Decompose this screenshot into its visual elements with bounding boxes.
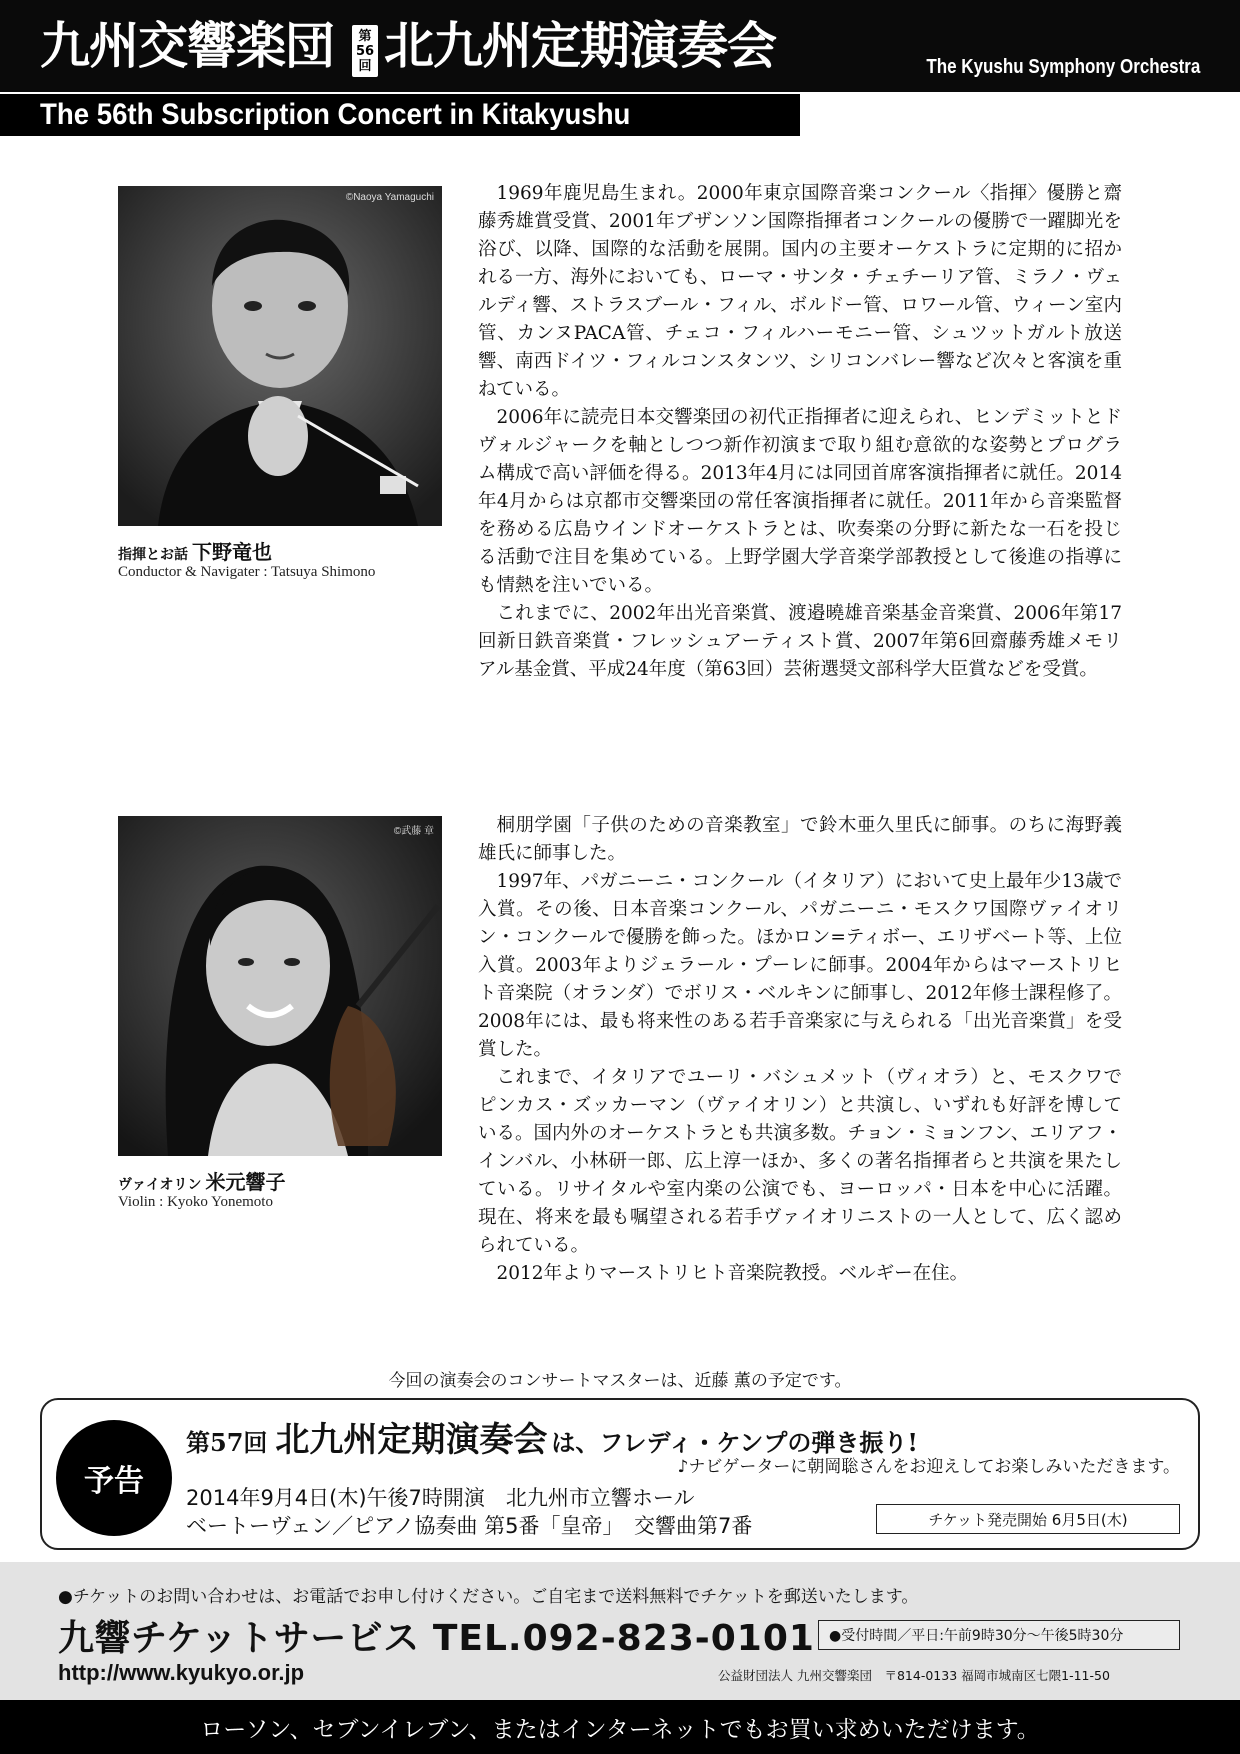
edition-badge-number: 56 <box>355 43 375 59</box>
violinist-bio-paragraph: 桐朋学園「子供のための音楽教室」で鈴木亜久里氏に師事。のちに海野義雄氏に師事した。 <box>478 815 1122 864</box>
preview-date-venue: 2014年9月4日(木)午後7時開演 北九州市立響ホール <box>186 1486 695 1510</box>
ticket-sale-date: チケット発売開始 6月5日(木) <box>876 1504 1180 1534</box>
orchestra-name-jp: 九州交響楽団 <box>40 17 334 75</box>
store-availability-note: ローソン、セブンイレブン、またはインターネットでもお買い求めいただけます。 <box>200 1716 1040 1743</box>
website-link[interactable]: http://www.kyukyo.or.jp <box>58 1660 305 1685</box>
conductor-photo <box>118 186 442 526</box>
reception-hours: ●受付時間／平日:午前9時30分～午後5時30分 <box>818 1620 1180 1650</box>
organization-address: 公益財団法人 九州交響楽団 〒814-0133 福岡市城南区七隈1-11-50 <box>718 1668 1110 1683</box>
violinist-bio <box>478 812 1122 1288</box>
conductor-bio <box>478 180 1122 684</box>
violinist-role-jp: ヴァイオリン <box>118 1177 202 1193</box>
violinist-portrait-image <box>118 816 442 1156</box>
preview-navigator-note: ♪ナビゲーターに朝岡聡さんをお迎えしてお楽しみいただきます。 <box>677 1457 1180 1477</box>
violinist-caption <box>118 1166 285 1195</box>
conductor-photo-credit: ©Naoya Yamaguchi <box>345 192 434 203</box>
edition-badge-prefix: 第 <box>358 28 372 44</box>
ticket-phone-number[interactable]: TEL.092-823-0101 <box>432 1618 815 1659</box>
preview-title: 北九州定期演奏会 <box>275 1420 548 1460</box>
preview-program: ベートーヴェン／ピアノ協奏曲 第5番「皇帝」 交響曲第7番 <box>186 1514 753 1538</box>
conductor-role-jp: 指揮とお話 <box>118 547 188 563</box>
ticket-service-name: 九響チケットサービス <box>58 1618 420 1659</box>
conductor-bio-paragraph: 2006年に読売日本交響楽団の初代正指揮者に迎えられ、ヒンデミットとドヴォルジャークを軸としつつ新作初演まで取り組む意欲的な姿勢とプログラム構成で高い評価を得る。2013年4月には同団首席客演指揮者に就任。2014年4月からは京都市交響楽団の常任客演指揮者に就任。2011年から音楽監督を務める広島ウインドオーケストラとは、吹奏楽の分野に新たな一石を投じる活動で注目を集めている。上野学園大学音楽学部教授として後進の指導にも情熱を注いでいる。 <box>478 407 1122 596</box>
edition-badge <box>352 25 378 77</box>
ticket-service-line <box>58 1610 815 1661</box>
concert-title-jp: 北九州定期演奏会 <box>384 17 776 75</box>
violinist-bio-paragraph: これまで、イタリアでユーリ・バシュメット（ヴィオラ）と、モスクワでピンカス・ズッカーマン（ヴァイオリン）と共演し、いずれも好評を博している。国内外のオーケストラとも共演多数。チョン・ミョンフン、エリアフ・インバル、小林研一郎、広上淳一ほか、多くの著名指揮者らと共演を果たしている。リサイタルや室内楽の公演でも、ヨーロッパ・日本を中心に活躍。現在、将来を最も嘱望される若手ヴァイオリニストの一人として、広く認められている。 <box>478 1067 1122 1256</box>
conductor-portrait-image <box>118 186 442 526</box>
conductor-name-jp: 下野竜也 <box>192 540 272 564</box>
orchestra-name-en: The Kyushu Symphony Orchestra <box>926 56 1200 78</box>
violinist-photo-credit: ©武藤 章 <box>393 826 434 837</box>
concertmaster-note: 今回の演奏会のコンサートマスターは、近藤 薫の予定です。 <box>388 1371 852 1391</box>
conductor-bio-paragraph: 1969年鹿児島生まれ。2000年東京国際音楽コンクール〈指揮〉優勝と齋藤秀雄賞受賞、2001年ブザンソン国際指揮者コンクールの優勝で一躍脚光を浴び、以降、国際的な活動を展開。国内の主要オーケストラに定期的に招かれる一方、海外においても、ローマ・サンタ・チェチーリア管、ミラノ・ヴェルディ響、ストラスブール・フィル、ボルドー管、ロワール管、ウィーン室内管、カンヌPACA管、チェコ・フィルハーモニー管、シュツットガルト放送響、南西ドイツ・フィルコンスタンツ、シリコンバレー響など次々と客演を重ねている。 <box>478 183 1122 400</box>
violinist-caption-en: Violin : Kyoko Yonemoto <box>118 1194 273 1210</box>
violinist-name-jp: 米元響子 <box>205 1170 286 1194</box>
conductor-caption <box>118 536 272 565</box>
ticket-inquiry-note: ●チケットのお問い合わせは、お電話でお申し付けください。ご自宅まで送料無料でチケットを郵送いたします。 <box>58 1587 919 1607</box>
conductor-bio-paragraph: これまでに、2002年出光音楽賞、渡邉曉雄音楽基金音楽賞、2006年第17回新日鉄音楽賞・フレッシュアーティスト賞、2007年第6回齋藤秀雄メモリアル基金賞、平成24年度（第63回）芸術選奨文部科学大臣賞などを受賞。 <box>478 603 1122 680</box>
violinist-bio-paragraph: 1997年、パガニーニ・コンクール（イタリア）において史上最年少13歳で入賞。その後、日本音楽コンクール、パガニーニ・モスクワ国際ヴァイオリン・コンクールで優勝を飾った。ほかロン=ティボー、エリザベート等、上位入賞。2003年よりジェラール・プーレに師事。2004年からはマーストリヒト音楽院（オランダ）でボリス・ベルキンに師事し、2012年修士課程修了。2008年には、最も将来性のある若手音楽家に与えられる「出光音楽賞」を受賞した。 <box>478 871 1122 1060</box>
preview-tagline: は、フレディ・ケンプの弾き振り! <box>551 1428 918 1457</box>
edition-badge-suffix: 回 <box>358 58 372 74</box>
violinist-photo <box>118 816 442 1156</box>
preview-edition: 第57回 <box>186 1428 268 1457</box>
violinist-bio-paragraph: 2012年よりマーストリヒト音楽院教授。ベルギー在住。 <box>496 1263 969 1284</box>
concert-subtitle-en: The 56th Subscription Concert in Kitakyushu <box>40 98 631 131</box>
conductor-caption-en: Conductor & Navigater : Tatsuya Shimono <box>118 564 376 580</box>
preview-badge: 予告 <box>56 1420 172 1536</box>
